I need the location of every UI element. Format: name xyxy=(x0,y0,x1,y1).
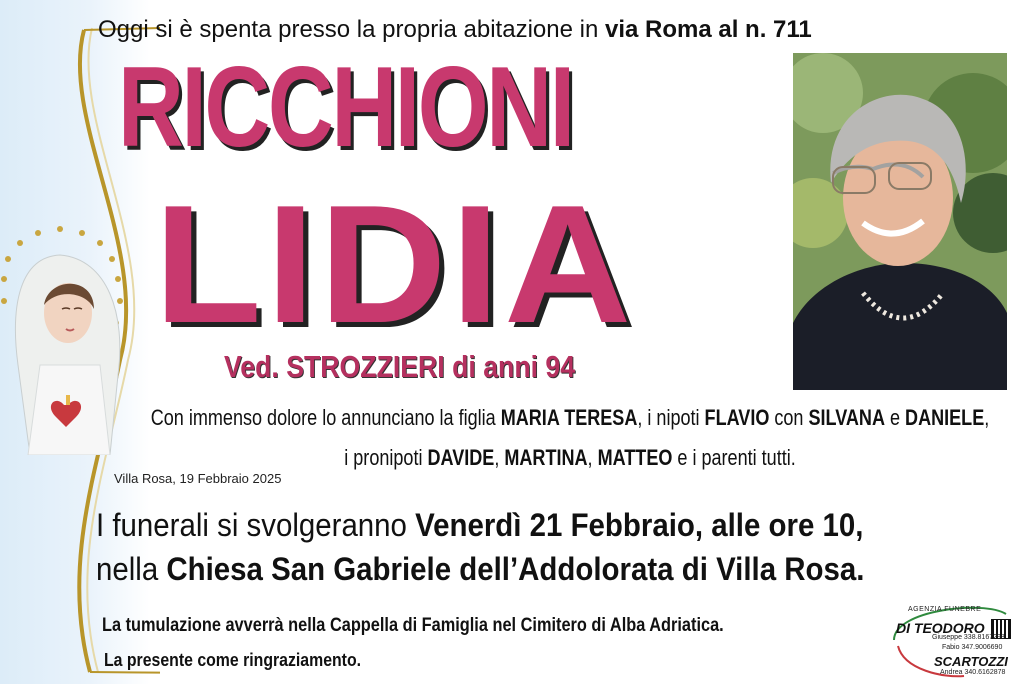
relative-name: FLAVIO xyxy=(704,405,770,430)
announcement-text-segment: e i parenti tutti. xyxy=(672,445,796,470)
announcement-text-segment: , xyxy=(587,445,598,470)
widow-age-line: Ved. STROZZIERI di anni 94 xyxy=(224,349,576,384)
announcement-line-1 xyxy=(135,398,1004,438)
portrait-photo xyxy=(793,53,1007,390)
relative-name: MARTINA xyxy=(504,445,588,470)
announcement-text-segment: Con immenso dolore lo annunciano la figlia xyxy=(150,405,501,430)
agency-phone-1: Giuseppe 338.8167298 xyxy=(932,634,1005,641)
deceased-first-name: LIDIA xyxy=(154,170,636,358)
announcement-text-segment: e xyxy=(884,405,906,430)
address: via Roma al n. 711 xyxy=(604,16,812,43)
agency-name-2: SCARTOZZI xyxy=(934,654,1008,669)
announcement-text-segment: , xyxy=(984,405,990,430)
thanks-line: La presente come ringraziamento. xyxy=(104,650,362,670)
announcement-text-segment: con xyxy=(769,405,809,430)
place-date: Villa Rosa, 19 Febbraio 2025 xyxy=(114,471,282,486)
relative-name: MARIA TERESA xyxy=(500,405,638,430)
death-notice-line: Oggi si è spenta presso la propria abitazione in via Roma al n. 711 xyxy=(98,16,812,43)
funeral-details xyxy=(96,503,942,591)
agency-label: AGENZIA FUNEBRE xyxy=(908,606,982,613)
announcement-text xyxy=(40,398,1024,478)
deceased-surname: RICCHIONI xyxy=(118,44,573,171)
funeral-line-1: I funerali si svolgeranno Venerdì 21 Febbraio, alle ore 10, xyxy=(96,507,864,543)
relative-name: DAVIDE xyxy=(427,445,495,470)
announcement-text-segment: , xyxy=(494,445,505,470)
agency-phone-2: Fabio 347.9006690 xyxy=(942,644,1003,651)
relative-name: MATTEO xyxy=(597,445,673,470)
announcement-text-segment: i pronipoti xyxy=(344,445,428,470)
agency-name-1: DI TEODORO xyxy=(896,620,985,636)
funeral-agency-logo xyxy=(884,600,1022,680)
relative-name: SILVANA xyxy=(808,405,885,430)
funeral-line-2: nella Chiesa San Gabriele dell’Addolorata di Villa Rosa. xyxy=(96,551,865,587)
burial-notice: La tumulazione avverrà nella Cappella di Famiglia nel Cimitero di Alba Adriatica. xyxy=(102,615,724,636)
relative-name: DANIELE xyxy=(905,405,985,430)
agency-phone-3: Andrea 340.6162878 xyxy=(940,669,1006,676)
announcement-text-segment: , i nipoti xyxy=(637,405,705,430)
